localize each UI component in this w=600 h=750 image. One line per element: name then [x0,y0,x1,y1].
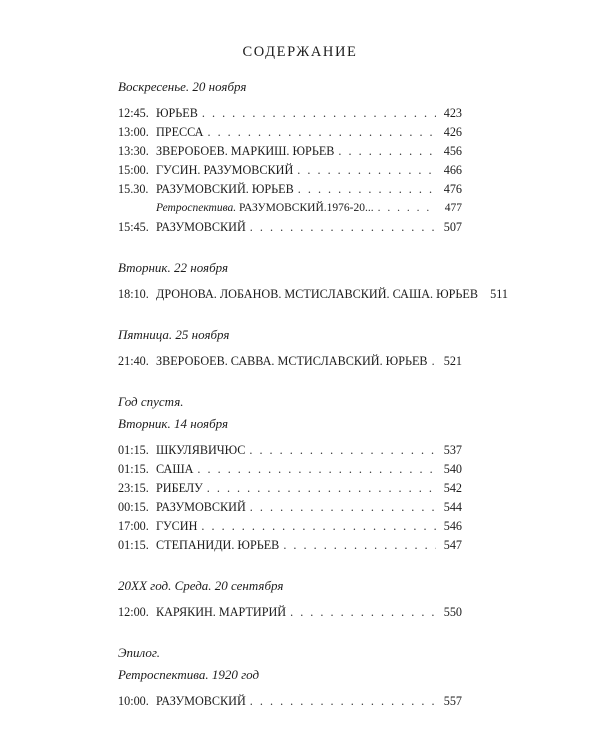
entry-title [156,479,203,498]
entry-page-number: 521 [443,354,462,368]
entry-page-number: 511 [490,287,509,301]
entry-time: 15:45. [118,220,149,234]
entry-page-number: 546 [443,519,462,533]
entry-page-number: 426 [443,125,462,139]
section-heading: Вторник. 22 ноября [118,260,228,275]
dot-leader [378,199,436,218]
toc-entry[interactable] [118,180,462,199]
toc-entry[interactable] [118,142,462,161]
entry-prefix: Ретроспектива. [156,202,237,214]
entry-title [156,199,374,218]
dot-leader [207,479,436,498]
entry-names: ЗВЕРОБОЕВ. МАРКИШ. ЮРЬЕВ [156,144,335,158]
toc-entry[interactable] [118,498,462,517]
dot-leader [201,517,436,536]
entry-page-number: 476 [443,182,462,196]
page-title: СОДЕРЖАНИЕ [242,44,358,60]
toc-entry[interactable] [118,536,462,555]
entry-names: ПРЕССА [156,125,204,139]
entry-page-number: 537 [443,443,462,457]
table-of-contents [118,76,509,711]
section-spacer [118,304,462,324]
dot-leader [202,104,436,123]
entry-names: РАЗУМОВСКИЙ [156,500,246,514]
entry-names: РИБЕЛУ [156,481,203,495]
entry-title [156,161,293,180]
section-spacer [118,555,462,575]
dot-leader [250,218,436,237]
entry-title [156,498,246,517]
entry-page-number: 456 [443,144,462,158]
entry-time: 15.30. [118,182,149,196]
toc-entry[interactable] [118,123,462,142]
toc-section [118,76,462,237]
entry-time: 13:30. [118,144,149,158]
section-heading: Эпилог. [118,645,160,660]
entry-title [156,441,245,460]
section-heading: Год спустя. [118,394,184,409]
entry-names: ГУСИН [156,519,198,533]
entry-title [156,104,198,123]
entry-names: РАЗУМОВСКИЙ. ЮРЬЕВ [156,182,294,196]
entry-names: КАРЯКИН. МАРТИРИЙ [156,605,287,619]
entry-page-number: 477 [444,202,462,214]
toc-entry[interactable] [118,692,462,711]
section-spacer [118,371,462,391]
entry-time: 13:00. [118,125,149,139]
toc-section [118,391,462,555]
entry-title [156,536,279,555]
entry-time: 12:00. [118,605,149,619]
dot-leader [338,142,436,161]
entry-names: ГУСИН. РАЗУМОВСКИЙ [156,163,294,177]
section-spacer [118,237,462,257]
toc-entry[interactable] [118,441,462,460]
entry-time: 17:00. [118,519,149,533]
entry-time: 01:15. [118,462,149,476]
entry-title [156,460,193,479]
toc-section [118,324,462,371]
toc-entry[interactable] [118,603,462,622]
dot-leader [250,498,436,517]
entry-time: 12:45. [118,106,149,120]
entry-title [156,180,294,199]
dot-leader [207,123,436,142]
entry-time: 23:15. [118,481,149,495]
entry-time: 15:00. [118,163,149,177]
entry-names: ЮРЬЕВ [156,106,198,120]
section-spacer [118,622,462,642]
entry-time: 18:10. [118,287,149,301]
section-heading: Вторник. 14 ноября [118,416,228,431]
toc-entry[interactable] [118,218,462,237]
entry-time: 01:15. [118,538,149,552]
dot-leader [250,692,436,711]
entry-time: 01:15. [118,443,149,457]
entry-names: САША [156,462,194,476]
dot-leader [197,460,436,479]
toc-entry[interactable] [118,285,509,304]
entry-title [156,692,246,711]
entry-title [156,517,197,536]
entry-names: РАЗУМОВСКИЙ [156,694,246,708]
dot-leader [283,536,436,555]
section-heading: Воскресенье. 20 ноября [118,79,247,94]
toc-entry[interactable] [118,352,462,371]
entry-title [156,603,286,622]
entry-page-number: 544 [443,500,462,514]
entry-names: СТЕПАНИДИ. ЮРЬЕВ [156,538,280,552]
entry-page-number: 423 [443,106,462,120]
entry-names: РАЗУМОВСКИЙ.1976-20... [239,202,374,214]
entry-page-number: 547 [443,538,462,552]
entry-title [156,285,478,304]
section-heading: Ретроспектива. 1920 год [118,667,260,682]
entry-time: 21:40. [118,354,149,368]
entry-page-number: 557 [443,694,462,708]
toc-entry[interactable] [118,460,462,479]
toc-section [118,257,509,304]
dot-leader [297,161,436,180]
section-heading: Пятница. 25 ноября [118,327,230,342]
entry-title [156,123,203,142]
section-heading: 20XX год. Среда. 20 сентября [118,578,284,593]
dot-leader [290,603,436,622]
entry-title [156,218,246,237]
entry-title [156,142,334,161]
entry-time: 10:00. [118,694,149,708]
entry-page-number: 542 [443,481,462,495]
toc-entry[interactable] [118,161,462,180]
entry-names: РАЗУМОВСКИЙ [156,220,246,234]
toc-entry[interactable] [118,479,462,498]
entry-names: ДРОНОВА. ЛОБАНОВ. МСТИСЛАВСКИЙ. САША. ЮРЬЕВ [156,287,479,301]
dot-leader [249,441,436,460]
toc-entry[interactable] [118,517,462,536]
toc-entry[interactable] [118,104,462,123]
entry-page-number: 550 [443,605,462,619]
toc-section [118,642,462,711]
toc-section [118,575,462,622]
dot-leader [432,352,436,371]
entry-time: 00:15. [118,500,149,514]
entry-page-number: 540 [443,462,462,476]
entry-names: ШКУЛЯВИЧЮС [156,443,246,457]
entry-title [156,352,428,371]
toc-entry[interactable] [118,199,462,218]
dot-leader [298,180,436,199]
entry-names: ЗВЕРОБОЕВ. САВВА. МСТИСЛАВСКИЙ. ЮРЬЕВ [156,354,428,368]
entry-page-number: 466 [443,163,462,177]
entry-page-number: 507 [443,220,462,234]
